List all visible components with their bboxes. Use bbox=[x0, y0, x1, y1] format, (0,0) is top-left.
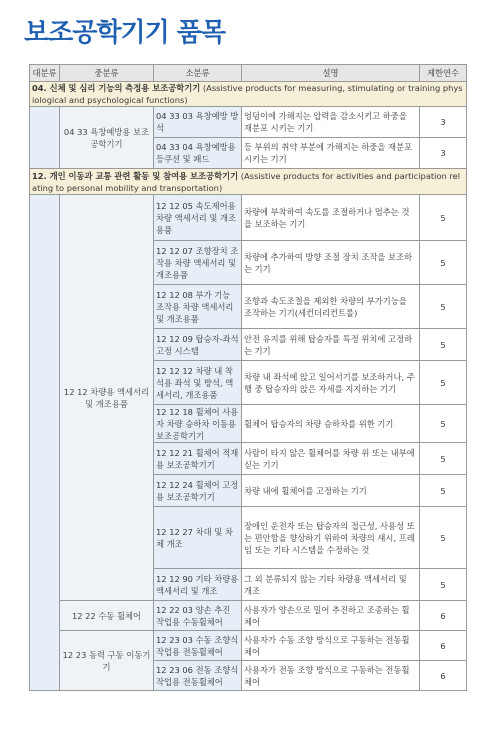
group-description: (Assistive products for measuring, stimulating or training physiological and psychological functions) bbox=[32, 83, 463, 105]
product-table bbox=[29, 64, 467, 691]
description-cell: 차량에 부착하여 속도를 조절하거나 멈추는 것을 보조하는 기기 bbox=[242, 195, 420, 241]
table-header-row bbox=[30, 65, 467, 82]
group-title bbox=[30, 82, 467, 107]
page-title: 보조공학기기 품목 bbox=[24, 18, 225, 48]
group-code: 12. 개인 이동과 교통 관련 활동 및 참여용 보조공학기기 bbox=[32, 170, 239, 181]
major-category-cell bbox=[30, 195, 60, 691]
group-row bbox=[30, 169, 467, 195]
limit-years-cell: 5 bbox=[420, 241, 467, 285]
header-major-category: 대분류 bbox=[30, 65, 60, 82]
limit-years-cell: 5 bbox=[420, 285, 467, 329]
major-category-cell bbox=[30, 107, 60, 169]
mid-category-cell: 12 23 동력 구동 이동기기 bbox=[60, 631, 154, 691]
minor-category-cell: 12 12 08 부가 기능 조작용 차량 액세서리 및 개조용품 bbox=[154, 285, 242, 329]
table-row bbox=[30, 107, 467, 138]
description-cell: 차량 내 좌석에 앉고 일어서기를 보조하거나, 주행 중 탑승자의 앉은 자세를 지지하는 기기 bbox=[242, 361, 420, 405]
minor-category-cell: 12 12 07 조향장치 조작용 차량 액세서리 및 개조용품 bbox=[154, 241, 242, 285]
limit-years-cell: 3 bbox=[420, 107, 467, 138]
description-cell: 차량 내에 휠체어를 고정하는 기기 bbox=[242, 475, 420, 507]
table-row bbox=[30, 195, 467, 241]
minor-category-cell: 12 12 24 휠체어 고정용 보조공학기기 bbox=[154, 475, 242, 507]
minor-category-cell: 12 12 12 차량 내 착석용 좌석 및 방석, 액세서리, 개조용품 bbox=[154, 361, 242, 405]
group-title bbox=[30, 169, 467, 195]
limit-years-cell: 5 bbox=[420, 475, 467, 507]
minor-category-cell: 04 33 04 욕창예방용 등쿠션 및 패드 bbox=[154, 138, 242, 169]
group-description: (Assistive products for activities and participation relating to personal mobility and transportation) bbox=[32, 170, 461, 193]
table-row bbox=[30, 601, 467, 631]
description-cell: 사용자가 전동 조향 방식으로 구동하는 전동휠체어 bbox=[242, 661, 420, 691]
header-description: 설명 bbox=[242, 65, 420, 82]
minor-category-cell: 12 23 03 수동 조향식 작업용 전동휠체어 bbox=[154, 631, 242, 661]
description-cell: 차량에 추가하여 방향 조절 장치 조작을 보조하는 기기 bbox=[242, 241, 420, 285]
description-cell: 휠체어 탑승자의 차량 승하차를 위한 기기 bbox=[242, 405, 420, 443]
limit-years-cell: 5 bbox=[420, 507, 467, 569]
minor-category-cell: 12 12 09 탑승자-좌석 고정 시스템 bbox=[154, 329, 242, 361]
mid-category-cell: 04 33 욕창예방용 보조공학기기 bbox=[60, 107, 154, 169]
description-cell: 그 외 분류되지 않는 기타 차량용 액세서리 및 개조 bbox=[242, 569, 420, 601]
limit-years-cell: 5 bbox=[420, 405, 467, 443]
minor-category-cell: 12 12 18 휠체어 사용자 차량 승하차 이동용 보조공학기기 bbox=[154, 405, 242, 443]
limit-years-cell: 5 bbox=[420, 443, 467, 475]
minor-category-cell: 12 12 05 속도제어용 차량 액세서리 및 개조용품 bbox=[154, 195, 242, 241]
minor-category-cell: 12 23 06 전동 조향식 작업용 전동휠체어 bbox=[154, 661, 242, 691]
limit-years-cell: 5 bbox=[420, 361, 467, 405]
header-limit-years: 제한연수 bbox=[420, 65, 467, 82]
description-cell: 장애인 운전자 또는 탑승자의 접근성, 사용성 또는 편안함을 향상하기 위하여 차량의 섀시, 프레임 또는 기타 시스템을 수정하는 것 bbox=[242, 507, 420, 569]
minor-category-cell: 12 12 21 휠체어 적재용 보조공학기기 bbox=[154, 443, 242, 475]
description-cell: 안전 유지를 위해 탑승자를 특정 위치에 고정하는 기기 bbox=[242, 329, 420, 361]
minor-category-cell: 12 22 03 양손 추진 작업용 수동휠체어 bbox=[154, 601, 242, 631]
limit-years-cell: 5 bbox=[420, 569, 467, 601]
minor-category-cell: 12 12 27 차대 및 차체 개조 bbox=[154, 507, 242, 569]
limit-years-cell: 3 bbox=[420, 138, 467, 169]
description-cell: 조향과 속도조절을 제외한 차량의 부가기능을 조작하는 기기(세컨더리컨트롤) bbox=[242, 285, 420, 329]
header-mid-category: 중분류 bbox=[60, 65, 154, 82]
description-cell: 사람이 타지 않은 휠체어를 차량 위 또는 내부에 싣는 기기 bbox=[242, 443, 420, 475]
group-row bbox=[30, 82, 467, 107]
limit-years-cell: 5 bbox=[420, 195, 467, 241]
minor-category-cell: 04 33 03 욕창예방 방석 bbox=[154, 107, 242, 138]
minor-category-cell: 12 12 90 기타 차량용 액세서리 및 개조 bbox=[154, 569, 242, 601]
limit-years-cell: 5 bbox=[420, 329, 467, 361]
table-row bbox=[30, 631, 467, 661]
description-cell: 사용자가 양손으로 밀어 추진하고 조종하는 휠체어 bbox=[242, 601, 420, 631]
mid-category-cell: 12 12 차량용 액세서리 및 개조용품 bbox=[60, 195, 154, 601]
limit-years-cell: 6 bbox=[420, 661, 467, 691]
description-cell: 엉덩이에 가해지는 압력을 감소시키고 하중을 재분포 시키는 기기 bbox=[242, 107, 420, 138]
mid-category-cell: 12 22 수동 휠체어 bbox=[60, 601, 154, 631]
limit-years-cell: 6 bbox=[420, 601, 467, 631]
description-cell: 사용자가 수동 조향 방식으로 구동하는 전동휠체어 bbox=[242, 631, 420, 661]
header-minor-category: 소분류 bbox=[154, 65, 242, 82]
description-cell: 등 부위의 취약 부분에 가해지는 하중을 재분포 시키는 기기 bbox=[242, 138, 420, 169]
group-code: 04. 신체 및 심리 기능의 측정용 보조공학기기 bbox=[32, 83, 201, 93]
limit-years-cell: 6 bbox=[420, 631, 467, 661]
